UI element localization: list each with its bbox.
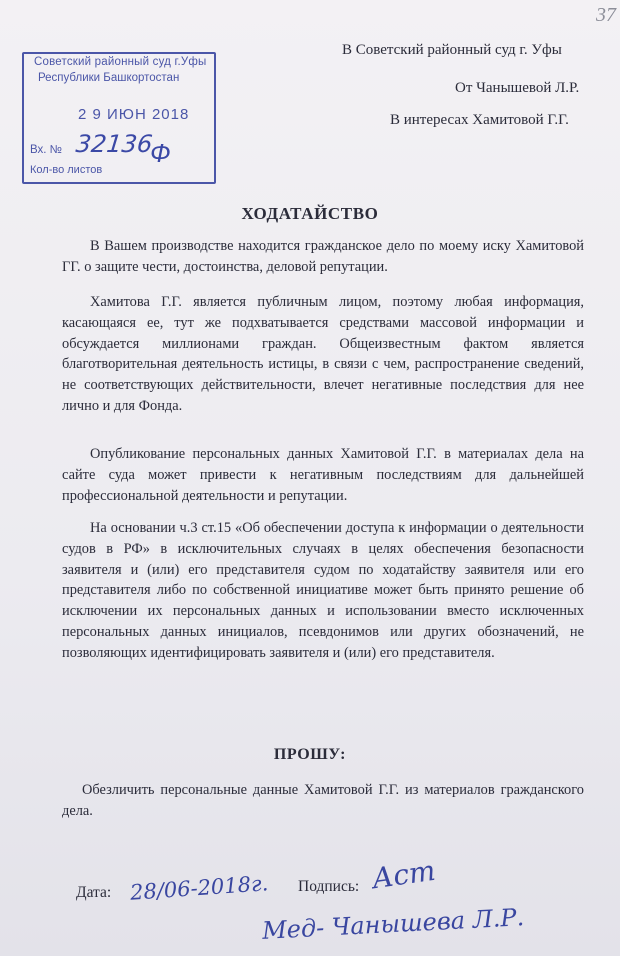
paragraph-2-text: Хамитова Г.Г. является публичным лицом, поэтому любая информация, касающаяся ее, тут же подхватывается средствами массовой информации и обсуждается миллионами граждан. Общеизвестным фактом является благотворительная деятельность истицы, в связи с чем, распространение сведений, не соответствующих действительности, влечет негативные последствия для нее лично и для Фонда. — [62, 294, 584, 414]
request-text: Обезличить персональные данные Хамитовой Г.Г. из материалов гражданского дела. — [62, 782, 584, 819]
date-label: Дата: — [76, 884, 112, 901]
paragraph-4-text: На основании ч.3 ст.15 «Об обеспечении доступа к информации о деятельности судов в РФ» в исключительных случаях в целях обеспечения безопасности заявителя и (или) его представителя судом по ходатайству заявителя или его представителя либо по собственной инициативе может быть принято решение об исключении их персональных данных и использовании вместо исключенных персональных данных инициалов, псевдонимов или других обозначений, не позволяющих идентифицировать заявителя и (или) его представителя. — [62, 520, 584, 661]
handwritten-name: Мед- Чанышева Л.Р. — [261, 903, 525, 945]
paragraph-1 — [62, 236, 584, 278]
paragraph-3-text: Опубликование персональных данных Хамитовой Г.Г. в материалах дела на сайте суда может привести к негативным последствиям для дальнейшей профессиональной деятельности и репутации. — [62, 446, 584, 504]
stamp-incoming-number: 32136 — [74, 130, 154, 158]
addressee-court: В Советский районный суд г. Уфы — [342, 42, 562, 58]
signature-label: Подпись: — [298, 878, 360, 895]
paragraph-3 — [62, 444, 584, 506]
handwritten-date: 28/06-2018г. — [129, 871, 270, 905]
on-behalf-of: В интересах Хамитовой Г.Г. — [390, 112, 569, 128]
stamp-initials: Ф — [150, 138, 171, 168]
paragraph-1-text: В Вашем производстве находится гражданское дело по моему иску Хамитовой ГГ. о защите чести, достоинства, деловой репутации. — [62, 238, 584, 275]
stamp-court-name: Советский районный суд г.Уфы — [34, 56, 207, 68]
court-stamp — [22, 52, 216, 184]
paragraph-4 — [62, 518, 584, 664]
document-title: ХОДАТАЙСТВО — [241, 204, 379, 223]
request-paragraph — [62, 780, 584, 822]
stamp-date: 2 9 ИЮН 2018 — [78, 106, 190, 123]
stamp-incoming-number-label: Вх. № — [30, 144, 63, 156]
request-heading: ПРОШУ: — [273, 746, 347, 763]
sender-name: От Чанышевой Л.Р. — [455, 80, 580, 96]
stamp-republic: Республики Башкортостан — [38, 72, 180, 84]
corner-page-mark: 37 — [596, 4, 616, 26]
paragraph-2 — [62, 292, 584, 417]
signature-mark: Аст — [370, 853, 438, 896]
stamp-sheet-count-label: Кол-во листов — [30, 164, 103, 176]
